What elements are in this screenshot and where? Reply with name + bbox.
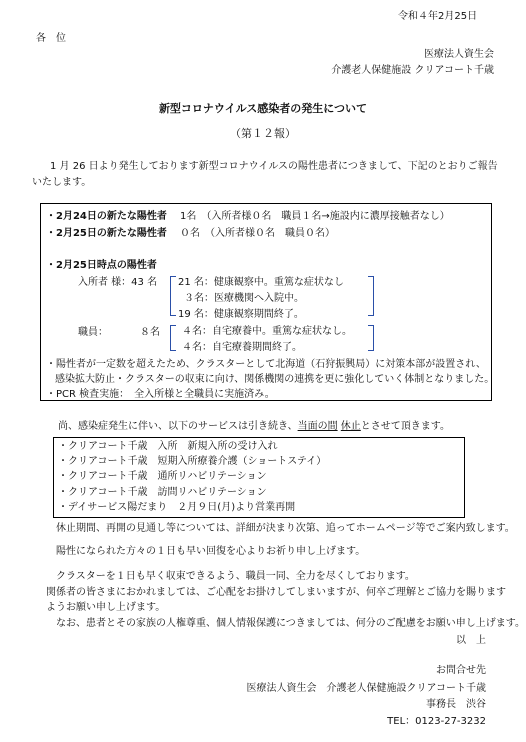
contact-person: 事務長 渋谷 xyxy=(426,699,486,710)
service-item: ・クリアコート千歳 入所 新規入所の受け入れ xyxy=(58,441,278,452)
services-intro-pre: 尚、感染症発生に伴い、以下のサービスは引き続き、 xyxy=(58,421,298,432)
services-intro-post: とさせて頂きます。 xyxy=(360,421,450,432)
staff-effort: クラスターを１日も早く収束できるよう、職員一同、全力を尽くしております。 xyxy=(56,571,415,582)
residents-bracket-left xyxy=(170,276,176,316)
new-positive-0224-label: ・2月24日の新たな陽性者 xyxy=(46,211,167,222)
new-positive-0224-value: 1名 （入所者様０名 職員１名→施設内に濃厚接触者なし） xyxy=(180,211,450,222)
staff-label: 職員： xyxy=(78,327,108,338)
document-date: 令和４年2月25日 xyxy=(398,11,478,22)
privacy-note: なお、患者とその家族の人権尊重、個人情報保護につきましては、何分のご配慮をお願い申し上げます。 xyxy=(56,618,525,629)
intro-line-1: 1 月 26 日より発生しております新型コロナウイルスの陽性患者につきまして、下記のとおりご報告 xyxy=(50,161,498,172)
service-item: ・デイサービス陽だまり ２月９日(月)より営業再開 xyxy=(58,502,296,513)
positive-as-of-label: ・2月25日時点の陽性者 xyxy=(46,260,157,271)
cluster-note-line-1: ・陽性者が一定数を超えたため、クラスターとして北海道（石狩振興局）に対策本部が設置され、 xyxy=(46,359,486,370)
request-line-2: ようお願い申し上げます。 xyxy=(46,602,166,613)
new-positive-0225-label: ・2月25日の新たな陽性者 xyxy=(46,228,167,239)
page-title: 新型コロナウイルス感染者の発生について xyxy=(158,102,368,115)
staff-bracket-left xyxy=(170,325,176,351)
sender-org: 医療法人資生会 xyxy=(424,49,494,60)
cluster-note-line-2: 感染拡大防止・クラスターの収束に向け、関係機関の連携を更に強化していく体制となりました。 xyxy=(55,374,495,385)
sender-facility: 介護老人保健施設 クリアコート千歳 xyxy=(331,65,494,76)
pcr-note: ・PCR 検査実施： 全入所様と全職員に実施済み。 xyxy=(46,389,275,400)
staff-item: ４名：自宅療養中。重篤な症状なし。 xyxy=(182,326,352,337)
services-intro xyxy=(58,422,450,432)
service-item: ・クリアコート千歳 短期入所療養介護（ショートステイ） xyxy=(58,456,327,467)
services-intro-period: 当面の間 xyxy=(297,421,338,432)
staff-bracket-right xyxy=(368,325,374,351)
staff-item: ４名：自宅療養期間終了。 xyxy=(182,342,302,353)
report-number: （第１２報） xyxy=(230,127,296,140)
resume-note: 休止期間、再開の見通し等については、詳細が決まり次第、追ってホームページ等でご案内致します。 xyxy=(56,523,515,534)
residents-item: 19 名：健康観察期間終了。 xyxy=(178,309,304,320)
contact-org: 医療法人資生会 介護老人保健施設クリアコート千歳 xyxy=(246,683,486,694)
new-positive-0225-value: ０名 （入所者様０名 職員０名） xyxy=(180,228,335,239)
contact-heading: お問合せ先 xyxy=(436,665,486,676)
contact-tel: TEL：0123-27-3232 xyxy=(387,716,486,727)
closing-mark: 以 上 xyxy=(456,635,486,646)
recovery-wish: 陽性になられた方々の１日も早い回復を心よりお祈り申し上げます。 xyxy=(56,546,366,557)
staff-count: ８名 xyxy=(140,327,160,338)
request-line-1: 関係者の皆さまにおかれましては、ご心配をお掛けしてしまいますが、何卒ご理解とご協力を賜ります xyxy=(46,587,506,598)
service-item: ・クリアコート千歳 通所リハビリテーション xyxy=(58,471,267,482)
residents-bracket-right xyxy=(368,276,374,316)
services-intro-suspend: 休止 xyxy=(340,421,361,432)
residents-item: 21 名：健康観察中。重篤な症状なし xyxy=(178,277,344,288)
residents-item: ３名：医療機関へ入院中。 xyxy=(184,293,304,304)
residents-label: 入所者 様：43 名 xyxy=(78,277,158,288)
service-item: ・クリアコート千歳 訪問リハビリテーション xyxy=(58,487,267,498)
intro-line-2: いたします。 xyxy=(32,177,92,188)
addressee: 各 位 xyxy=(36,33,66,44)
